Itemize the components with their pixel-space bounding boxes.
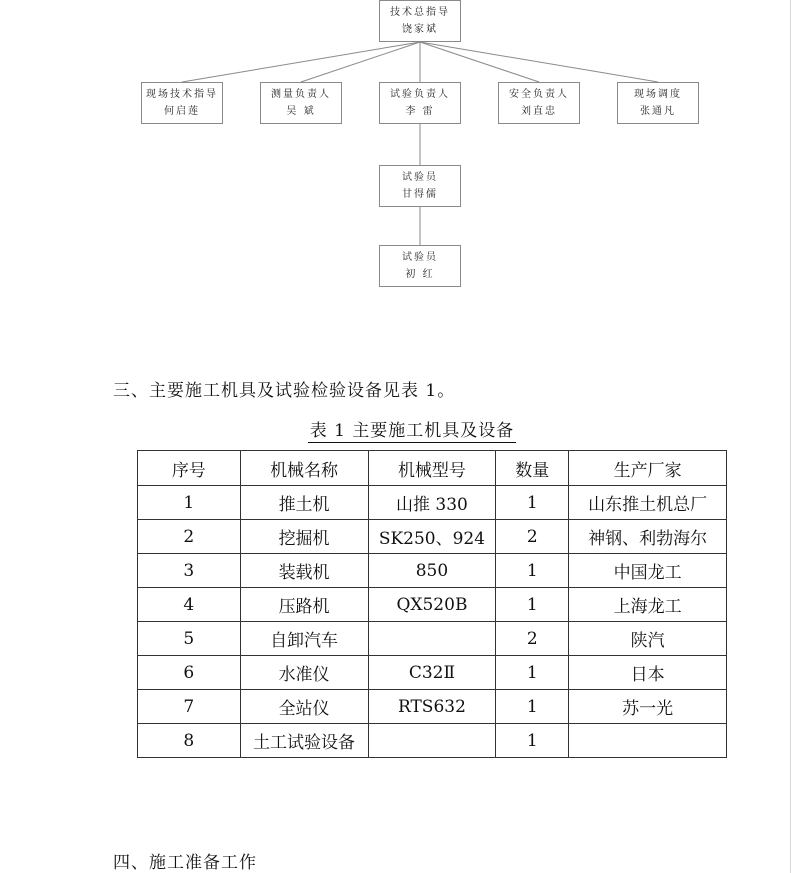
cell-maker: 神钢、利勃海尔 [569, 520, 727, 554]
org-box-tester-2 [379, 245, 461, 287]
cell-qty: 1 [496, 690, 569, 724]
cell-qty: 1 [496, 724, 569, 758]
cell-name: 水准仪 [240, 656, 368, 690]
org-person: 吴 斌 [286, 106, 316, 117]
cell-name: 挖掘机 [240, 520, 368, 554]
cell-name: 压路机 [240, 588, 368, 622]
cell-index: 2 [138, 520, 241, 554]
connector-line [420, 42, 539, 82]
cell-name: 自卸汽车 [240, 622, 368, 656]
header-index: 序号 [138, 451, 241, 486]
cell-maker: 上海龙工 [569, 588, 727, 622]
connector-line [301, 42, 420, 82]
cell-model: C32Ⅱ [368, 656, 496, 690]
cell-index: 6 [138, 656, 241, 690]
org-role: 现场调度 [634, 89, 682, 100]
cell-maker [569, 724, 727, 758]
cell-model: QX520B [368, 588, 496, 622]
cell-maker: 日本 [569, 656, 727, 690]
connector-line [182, 42, 420, 82]
org-box-safety-lead [498, 82, 580, 124]
header-qty: 数量 [496, 451, 569, 486]
cell-qty: 1 [496, 554, 569, 588]
cell-index: 8 [138, 724, 241, 758]
table-caption [0, 416, 794, 443]
cell-qty: 1 [496, 588, 569, 622]
org-box-survey-lead [260, 82, 342, 124]
cell-index: 4 [138, 588, 241, 622]
org-role: 测量负责人 [271, 89, 331, 100]
section-3-heading: 三、主要施工机具及试验检验设备见表 1。 [113, 381, 456, 401]
cell-qty: 2 [496, 520, 569, 554]
org-person: 李 雷 [405, 106, 435, 117]
cell-model: SK250、924 [368, 520, 496, 554]
cell-qty: 2 [496, 622, 569, 656]
org-box-tester-1 [379, 165, 461, 207]
table-header-row [138, 451, 727, 486]
table-row [138, 588, 727, 622]
org-box-test-lead [379, 82, 461, 124]
table-row [138, 724, 727, 758]
cell-index: 7 [138, 690, 241, 724]
table-row [138, 486, 727, 520]
cell-model [368, 724, 496, 758]
equipment-table [137, 450, 727, 758]
cell-model: RTS632 [368, 690, 496, 724]
org-role: 现场技术指导 [146, 89, 218, 100]
org-person: 饶家斌 [402, 24, 438, 35]
org-role: 试验员 [402, 172, 438, 183]
table-row [138, 622, 727, 656]
table-caption-text: 表 1 主要施工机具及设备 [308, 416, 517, 443]
header-name: 机械名称 [240, 451, 368, 486]
cell-name: 全站仪 [240, 690, 368, 724]
cell-model: 850 [368, 554, 496, 588]
connector-line [420, 42, 658, 82]
org-person: 张通凡 [640, 106, 676, 117]
org-role: 试验负责人 [390, 89, 450, 100]
header-maker: 生产厂家 [569, 451, 727, 486]
table-row [138, 656, 727, 690]
cell-index: 5 [138, 622, 241, 656]
cell-qty: 1 [496, 656, 569, 690]
org-role: 技术总指导 [390, 7, 450, 18]
org-person: 何启莲 [164, 106, 200, 117]
header-model: 机械型号 [368, 451, 496, 486]
cell-model: 山推 330 [368, 486, 496, 520]
cell-index: 1 [138, 486, 241, 520]
org-person: 甘得儒 [402, 189, 438, 200]
org-role: 试验员 [402, 252, 438, 263]
cell-maker: 山东推土机总厂 [569, 486, 727, 520]
cell-maker: 中国龙工 [569, 554, 727, 588]
cell-maker: 陕汽 [569, 622, 727, 656]
table-row [138, 520, 727, 554]
org-box-site-dispatch [617, 82, 699, 124]
org-role: 安全负责人 [509, 89, 569, 100]
org-box-site-technical [141, 82, 223, 124]
cell-qty: 1 [496, 486, 569, 520]
cell-maker: 苏一光 [569, 690, 727, 724]
cell-index: 3 [138, 554, 241, 588]
cell-name: 推土机 [240, 486, 368, 520]
section-4-heading: 四、施工准备工作 [113, 853, 257, 873]
org-person: 刘直忠 [521, 106, 557, 117]
table-row [138, 690, 727, 724]
table-row [138, 554, 727, 588]
cell-name: 土工试验设备 [240, 724, 368, 758]
cell-name: 装载机 [240, 554, 368, 588]
org-box-technical-director [379, 0, 461, 42]
org-person: 初 红 [405, 269, 435, 280]
cell-model [368, 622, 496, 656]
